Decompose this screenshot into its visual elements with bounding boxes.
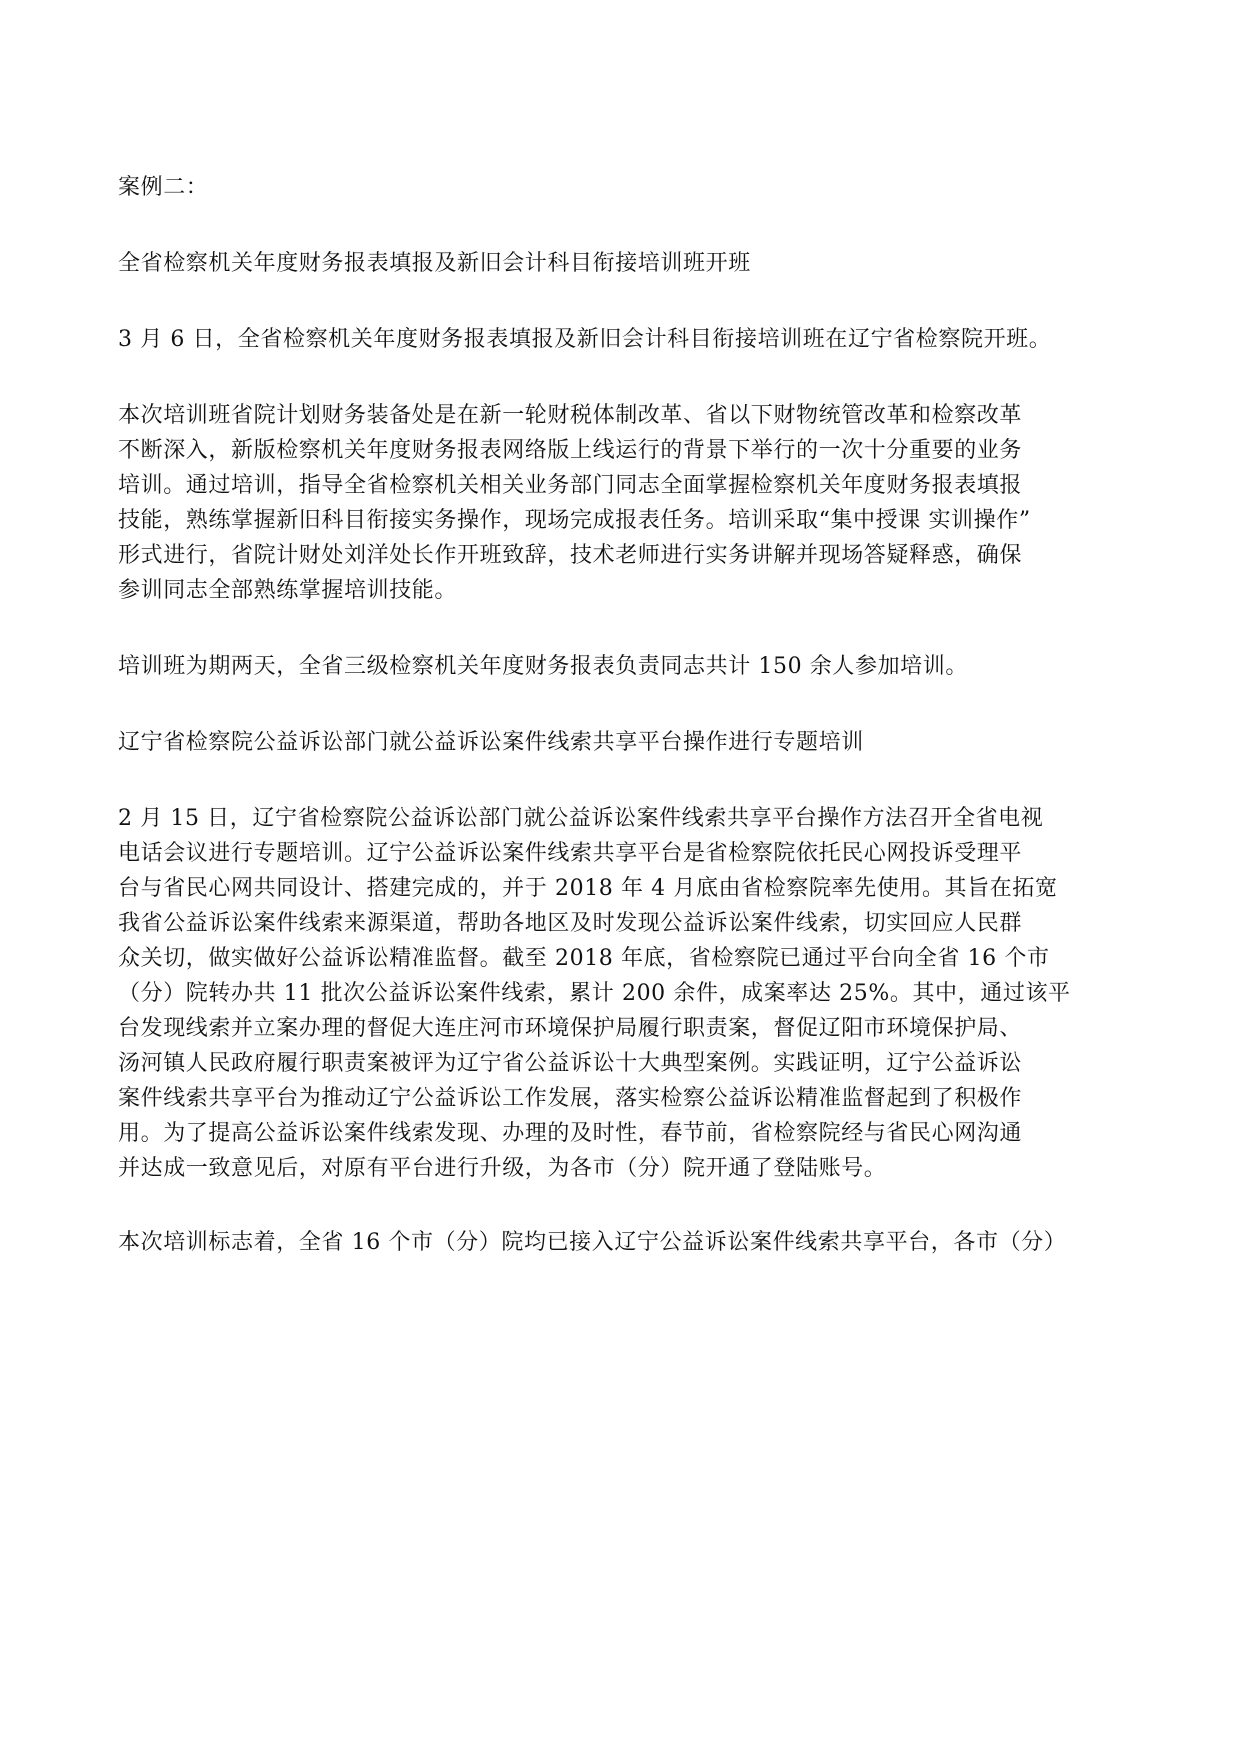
article1-body-line: 参训同志全部熟练掌握培训技能。 — [118, 578, 458, 603]
article2-title: 辽宁省检察院公益诉讼部门就公益诉讼案件线索共享平台操作进行专题培训 — [118, 730, 864, 755]
article1-intro: 3 月 6 日，全省检察机关年度财务报表填报及新旧会计科目衔接培训班在辽宁省检察院开班。 — [118, 327, 1052, 352]
article2-body-line: 众关切，做实做好公益诉讼精准监督。截至 2018 年底，省检察院已通过平台向全省 16 个市 — [118, 946, 1050, 971]
article1-closing: 培训班为期两天，全省三级检察机关年度财务报表负责同志共计 150 余人参加培训。 — [118, 654, 968, 679]
article2-body — [118, 801, 1120, 1186]
article1-body — [118, 398, 1120, 608]
article2-body-line: 台发现线索并立案办理的督促大连庄河市环境保护局履行职责案，督促辽阳市环境保护局、 — [118, 1016, 1023, 1041]
article2-body-line: 汤河镇人民政府履行职责案被评为辽宁省公益诉讼十大典型案例。实践证明，辽宁公益诉讼 — [118, 1051, 1023, 1076]
article1-body-line: 本次培训班省院计划财务装备处是在新一轮财税体制改革、省以下财物统管改革和检察改革 — [118, 403, 1023, 428]
article2-body-line: 用。为了提高公益诉讼案件线索发现、办理的及时性，春节前，省检察院经与省民心网沟通 — [118, 1121, 1023, 1146]
article2-body-line: （分）院转办共 11 批次公益诉讼案件线索，累计 200 余件，成案率达 25%。其中，通过该平 — [118, 981, 1071, 1006]
article1-title: 全省检察机关年度财务报表填报及新旧会计科目衔接培训班开班 — [118, 251, 751, 276]
article2-body-line: 我省公益诉讼案件线索来源渠道，帮助各地区及时发现公益诉讼案件线索，切实回应人民群 — [118, 911, 1023, 936]
article2-body-line: 并达成一致意见后，对原有平台进行升级，为各市（分）院开通了登陆账号。 — [118, 1156, 887, 1181]
article1-body-line: 不断深入，新版检察机关年度财务报表网络版上线运行的背景下举行的一次十分重要的业务 — [118, 438, 1023, 463]
case-label: 案例二： — [118, 175, 209, 200]
document-content — [118, 170, 1120, 1260]
article2-body-line: 案件线索共享平台为推动辽宁公益诉讼工作发展，落实检察公益诉讼精准监督起到了积极作 — [118, 1086, 1023, 1111]
article1-body-line: 技能，熟练掌握新旧科目衔接实务操作，现场完成报表任务。培训采取“集中授课 实训操作” — [118, 508, 1031, 533]
article1-body-line: 培训。通过培训，指导全省检察机关相关业务部门同志全面掌握检察机关年度财务报表填报 — [118, 473, 1023, 498]
article2-final-line: 本次培训标志着，全省 16 个市（分）院均已接入辽宁公益诉讼案件线索共享平台，各市（分） — [118, 1230, 1067, 1255]
article1-body-line: 形式进行，省院计财处刘洋处长作开班致辞，技术老师进行实务讲解并现场答疑释惑，确保 — [118, 543, 1023, 568]
article2-body-line: 2 月 15 日，辽宁省检察院公益诉讼部门就公益诉讼案件线索共享平台操作方法召开全省电视 — [118, 806, 1044, 831]
article2-body-line: 台与省民心网共同设计、搭建完成的，并于 2018 年 4 月底由省检察院率先使用。其旨在拓宽 — [118, 876, 1058, 901]
article2-body-line: 电话会议进行专题培训。辽宁公益诉讼案件线索共享平台是省检察院依托民心网投诉受理平 — [118, 841, 1023, 866]
